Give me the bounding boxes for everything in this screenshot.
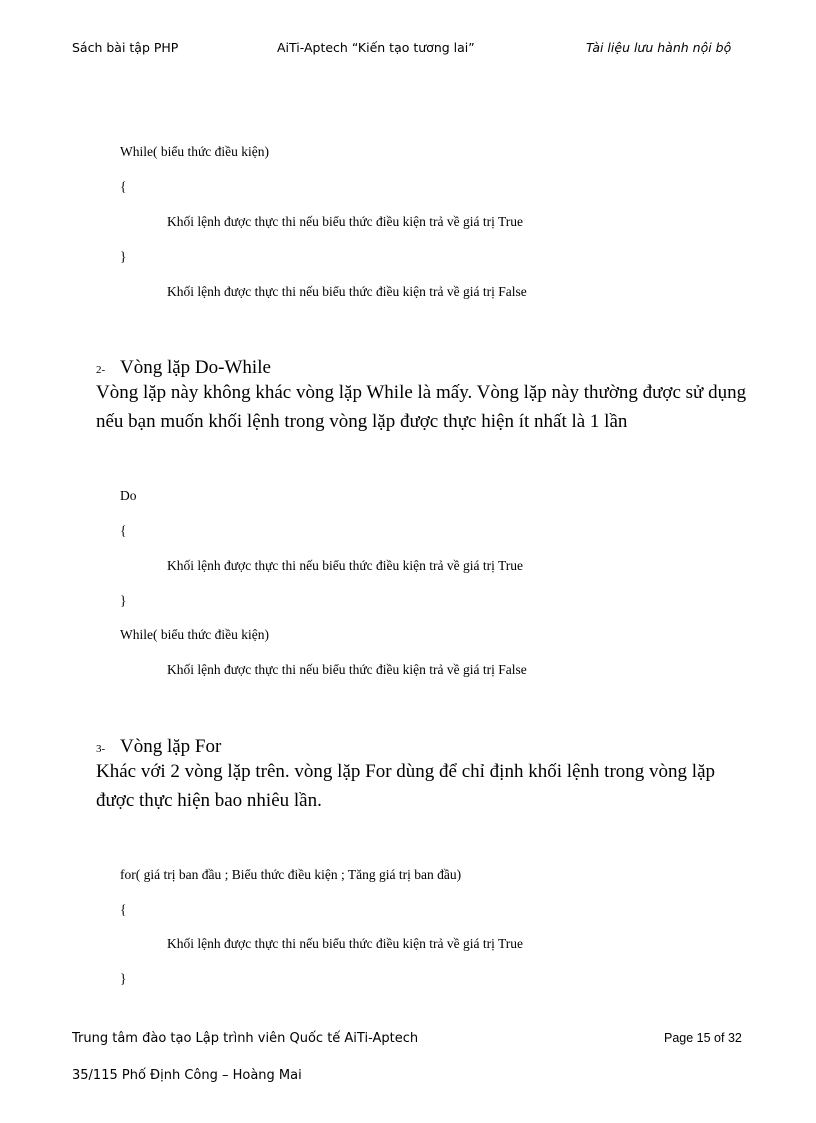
while-open-brace: { (120, 179, 127, 194)
do-while-condition: While( biểu thức điều kiện) (120, 627, 270, 642)
for-syntax-line: for( giá trị ban đầu ; Biểu thức điều kiện ; Tăng giá trị ban đầu) (120, 867, 462, 882)
while-true-statement: Khối lệnh được thực thi nếu biểu thức điều kiện trả về giá trị True (167, 214, 524, 229)
while-false-statement: Khối lệnh được thực thi nếu biểu thức điều kiện trả về giá trị False (167, 284, 527, 299)
while-syntax-line: While( biểu thức điều kiện) (120, 144, 270, 159)
do-false-statement: Khối lệnh được thực thi nếu biểu thức điều kiện trả về giá trị False (167, 662, 527, 677)
for-open-brace: { (120, 902, 127, 917)
section-3-heading (96, 736, 221, 758)
page-number: Page 15 of 32 (664, 1031, 742, 1045)
for-close-brace: } (120, 971, 127, 986)
do-true-statement: Khối lệnh được thực thi nếu biểu thức điều kiện trả về giá trị True (167, 558, 524, 573)
while-close-brace: } (120, 249, 127, 264)
section-3-title: Vòng lặp For (120, 736, 222, 757)
section-2-paragraph: Vòng lặp này không khác vòng lặp While là mấy. Vòng lặp này thường được sử dụng nếu bạn muốn khối lệnh trong vòng lặp được thực hiện ít nhất là 1 lần (96, 382, 747, 432)
header-right: Tài liệu lưu hành nội bộ (586, 40, 732, 55)
section-2-title: Vòng lặp Do-While (120, 357, 271, 378)
do-close-brace: } (120, 593, 127, 608)
section-2-heading (96, 357, 271, 379)
do-syntax-line: Do (120, 488, 137, 503)
footer-address: 35/115 Phố Định Công – Hoàng Mai (72, 1068, 302, 1083)
section-3-paragraph: Khác với 2 vòng lặp trên. vòng lặp For dùng để chỉ định khối lệnh trong vòng lặp được thực hiện bao nhiêu lần. (96, 761, 716, 811)
header-left: Sách bài tập PHP (72, 40, 179, 55)
section-2-number: 2- (96, 364, 106, 376)
footer-center-name: Trung tâm đào tạo Lập trình viên Quốc tế AiTi-Aptech (72, 1031, 419, 1046)
header-center: AiTi-Aptech “Kiến tạo tương lai” (277, 40, 475, 55)
for-true-statement: Khối lệnh được thực thi nếu biểu thức điều kiện trả về giá trị True (167, 936, 524, 951)
section-3-number: 3- (96, 743, 106, 755)
do-open-brace: { (120, 523, 127, 538)
